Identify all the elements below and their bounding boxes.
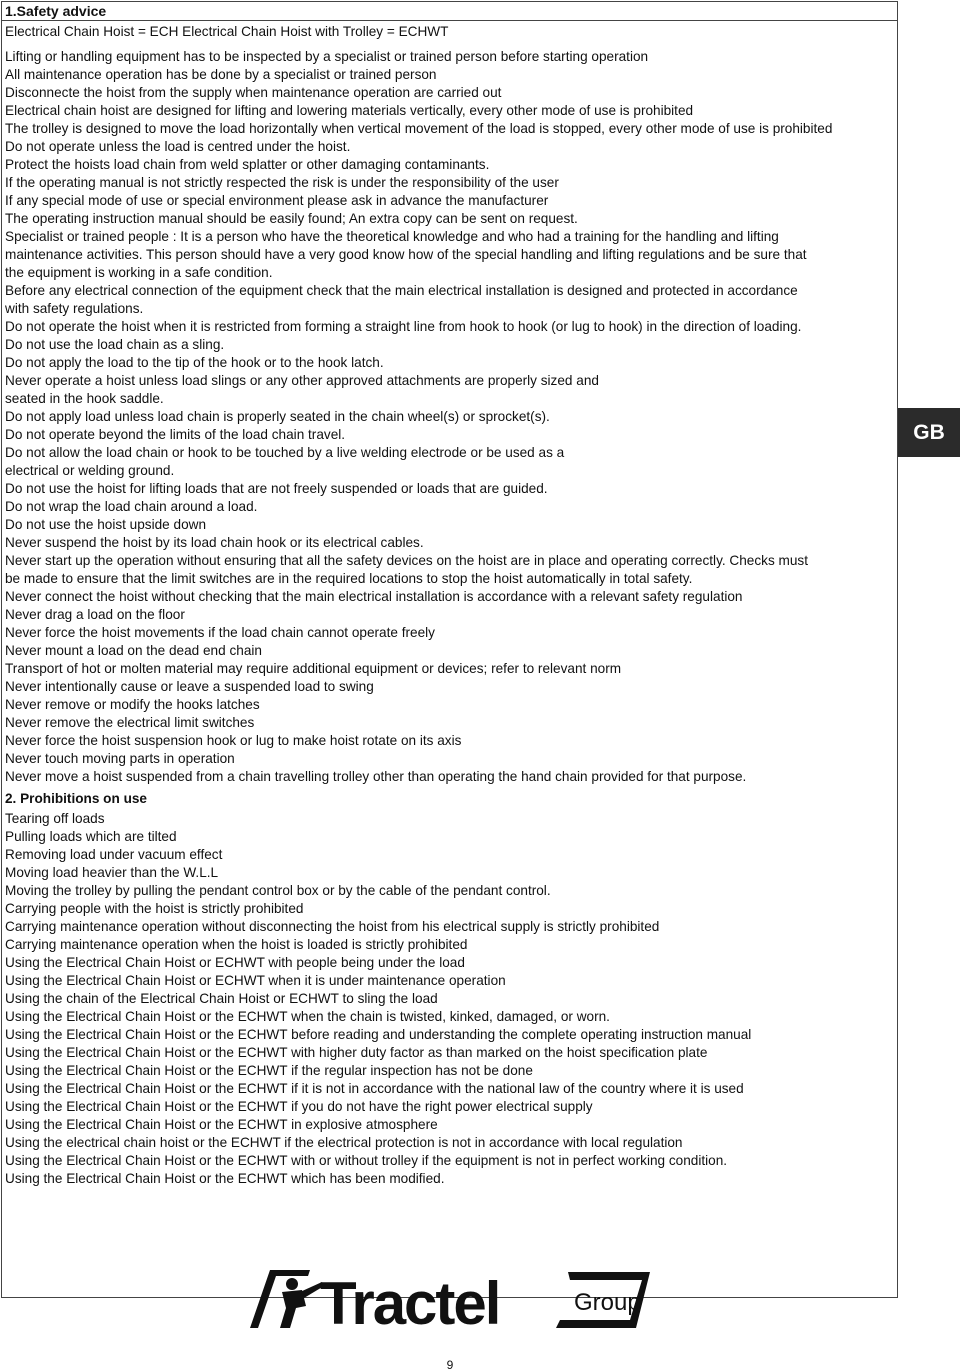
text-line: Disconnecte the hoist from the supply when maintenance operation are carried out (5, 85, 502, 100)
text-line: Never remove the electrical limit switches (5, 715, 255, 730)
text-line: Moving the trolley by pulling the pendant control box or by the cable of the pendant control. (5, 883, 551, 898)
text-line: Never start up the operation without ensuring that all the safety devices on the hoist are in place and operating correctly. Checks must (5, 553, 808, 568)
text-line: Carrying people with the hoist is strictly prohibited (5, 901, 304, 916)
text-line: All maintenance operation has be done by a specialist or trained person (5, 67, 437, 82)
text-line: Do not use the hoist upside down (5, 517, 207, 532)
text-line: maintenance activities. This person should have a very good know how of the special handling and lifting regulations and be sure that (5, 247, 807, 262)
text-line: Do not use the hoist for lifting loads that are not freely suspended or loads that are guided. (5, 481, 548, 496)
text-line: Do not operate unless the load is centred under the hoist. (5, 139, 351, 154)
text-line: If any special mode of use or special environment please ask in advance the manufacturer (5, 193, 549, 208)
text-line: Using the Electrical Chain Hoist or the ECHWT in explosive atmosphere (5, 1117, 438, 1132)
section-2-title: 2. Prohibitions on use (5, 791, 147, 806)
text-line: Moving load heavier than the W.L.L (5, 865, 219, 880)
text-line: Never move a hoist suspended from a chain travelling trolley other than operating the hand chain provided for that purpose. (5, 769, 747, 784)
text-line: Do not apply load unless load chain is properly seated in the chain wheel(s) or sprocket(s). (5, 409, 550, 424)
text-line: Never touch moving parts in operation (5, 751, 235, 766)
text-line: Do not use the load chain as a sling. (5, 337, 225, 352)
abbreviations-line: Electrical Chain Hoist = ECH Electrical Chain Hoist with Trolley = ECHWT (5, 24, 449, 39)
text-line: Never force the hoist suspension hook or lug to make hoist rotate on its axis (5, 733, 462, 748)
text-line: Removing load under vacuum effect (5, 847, 223, 862)
text-line: Never intentionally cause or leave a suspended load to swing (5, 679, 374, 694)
text-line: Pulling loads which are tilted (5, 829, 177, 844)
text-line: seated in the hook saddle. (5, 391, 164, 406)
text-line: be made to ensure that the limit switches are in the required locations to stop the hoist automatically in total safety. (5, 571, 693, 586)
text-line: with safety regulations. (5, 301, 144, 316)
page-number: 9 (446, 1358, 454, 1372)
language-tab-gb: GB (898, 408, 960, 457)
tractel-group-logo (250, 1262, 650, 1334)
worker-figure-icon (280, 1278, 324, 1328)
text-line: Lifting or handling equipment has to be inspected by a specialist or trained person before starting operation (5, 49, 649, 64)
text-line: Using the Electrical Chain Hoist or the ECHWT when the chain is twisted, kinked, damaged, or worn. (5, 1009, 610, 1024)
text-line: Using the electrical chain hoist or the ECHWT if the electrical protection is not in accordance with local regulation (5, 1135, 683, 1150)
text-line: Specialist or trained people : It is a person who have the theoretical knowledge and who had a training for the handling and lifting (5, 229, 779, 244)
content-frame (1, 1, 898, 1298)
text-line: Do not operate beyond the limits of the load chain travel. (5, 427, 346, 442)
text-line: Do not apply the load to the tip of the hook or to the hook latch. (5, 355, 384, 370)
section-1-title: 1.Safety advice (2, 2, 897, 21)
text-line: Never suspend the hoist by its load chain hook or its electrical cables. (5, 535, 424, 550)
text-line: Never remove or modify the hooks latches (5, 697, 260, 712)
svg-text:Group: Group (574, 1289, 641, 1316)
text-line: Do not wrap the load chain around a load. (5, 499, 258, 514)
text-line: Electrical chain hoist are designed for lifting and lowering materials vertically, every other mode of use is prohibited (5, 103, 694, 118)
svg-text:Tractel: Tractel (320, 1270, 500, 1334)
text-line: Before any electrical connection of the equipment check that the main electrical installation is designed and protected in accordance (5, 283, 798, 298)
text-line: Carrying maintenance operation when the hoist is loaded is strictly prohibited (5, 937, 468, 952)
text-line: Using the Electrical Chain Hoist or the ECHWT if it is not in accordance with the national law of the country where it is used (5, 1081, 744, 1096)
prohibitions-list (5, 810, 898, 1188)
text-line: Never operate a hoist unless load slings or any other approved attachments are properly sized and (5, 373, 599, 388)
text-line: the equipment is working in a safe condition. (5, 265, 273, 280)
text-line: The operating instruction manual should be easily found; An extra copy can be sent on request. (5, 211, 578, 226)
text-line: Never connect the hoist without checking that the main electrical installation is accordance with a relevant safety regulation (5, 589, 743, 604)
text-line: Using the Electrical Chain Hoist or the ECHWT if you do not have the right power electrical supply (5, 1099, 593, 1114)
text-line: Using the Electrical Chain Hoist or the ECHWT if the regular inspection has not be done (5, 1063, 533, 1078)
safety-advice-list (5, 48, 898, 786)
text-line: Using the Electrical Chain Hoist or ECHWT with people being under the load (5, 955, 465, 970)
text-line: Never mount a load on the dead end chain (5, 643, 262, 658)
text-line: The trolley is designed to move the load horizontally when vertical movement of the load is stopped, every other mode of use is prohibited (5, 121, 833, 136)
text-line: Using the Electrical Chain Hoist or the ECHWT before reading and understanding the complete operating instruction manual (5, 1027, 752, 1042)
text-line: Using the Electrical Chain Hoist or the ECHWT with higher duty factor as than marked on the hoist specification plate (5, 1045, 708, 1060)
content-body (5, 22, 898, 1188)
text-line: Do not operate the hoist when it is restricted from forming a straight line from hook to hook (or lug to hook) in the direction of loading. (5, 319, 802, 334)
text-line: If the operating manual is not strictly respected the risk is under the responsibility of the user (5, 175, 559, 190)
text-line: Carrying maintenance operation without disconnecting the hoist from his electrical supply is strictly prohibited (5, 919, 660, 934)
text-line: Tearing off loads (5, 811, 105, 826)
text-line: Using the Electrical Chain Hoist or the ECHWT which has been modified. (5, 1171, 445, 1186)
text-line: Protect the hoists load chain from weld splatter or other damaging contaminants. (5, 157, 490, 172)
text-line: electrical or welding ground. (5, 463, 175, 478)
text-line: Using the chain of the Electrical Chain Hoist or ECHWT to sling the load (5, 991, 438, 1006)
text-line: Using the Electrical Chain Hoist or ECHWT when it is under maintenance operation (5, 973, 506, 988)
text-line: Using the Electrical Chain Hoist or the ECHWT with or without trolley if the equipment is not in perfect working condition. (5, 1153, 728, 1168)
text-line: Transport of hot or molten material may require additional equipment or devices; refer to relevant norm (5, 661, 622, 676)
text-line: Never force the hoist movements if the load chain cannot operate freely (5, 625, 435, 640)
text-line: Never drag a load on the floor (5, 607, 185, 622)
text-line: Do not allow the load chain or hook to be touched by a live welding electrode or be used as a (5, 445, 565, 460)
